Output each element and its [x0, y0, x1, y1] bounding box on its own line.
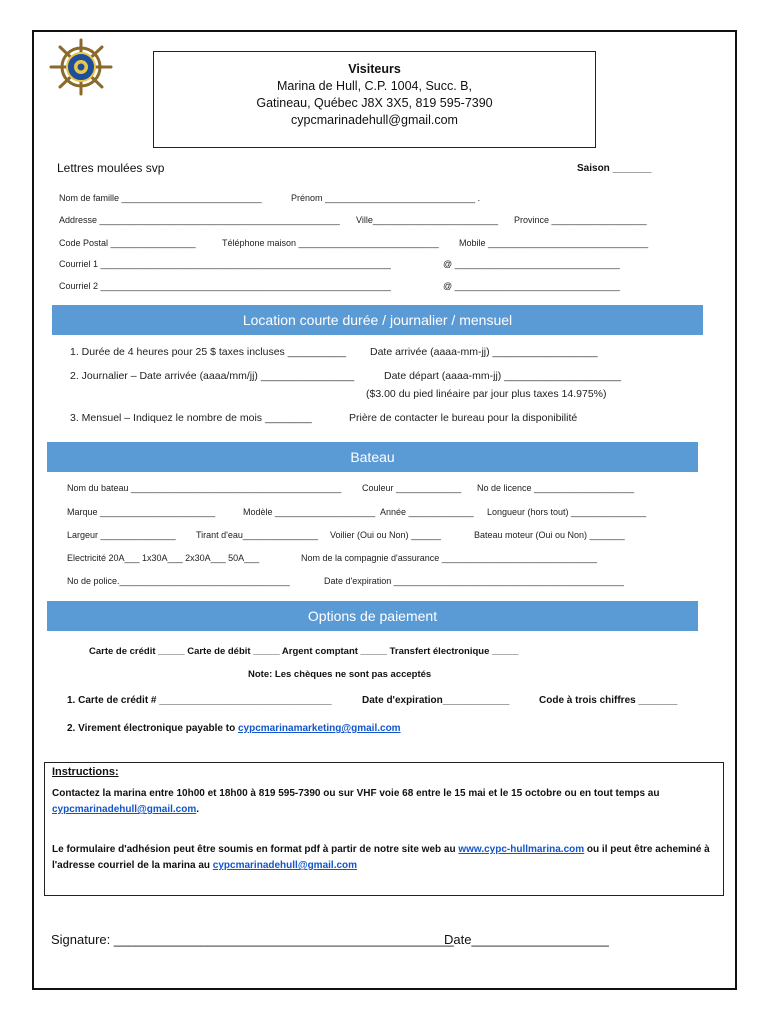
city-field[interactable]: Ville_________________________: [356, 215, 498, 225]
email1-domain-field[interactable]: @ _________________________________: [443, 259, 620, 269]
monthly-option[interactable]: 3. Mensuel – Indiquez le nombre de mois ________: [70, 412, 312, 424]
signature-date-field[interactable]: Date___________________: [444, 932, 609, 947]
expiration-date-field[interactable]: Date d'expiration ______________________________________________: [324, 576, 625, 586]
header-address-line1: Marina de Hull, C.P. 1004, Succ. B,: [276, 79, 472, 93]
credit-card-number-field[interactable]: 1. Carte de crédit # _______________________________: [67, 695, 332, 706]
arrival-date-field-1[interactable]: Date arrivée (aaaa-mm-jj) __________________: [370, 346, 598, 358]
card-expiration-field[interactable]: Date d'expiration____________: [362, 695, 510, 706]
block-letters-note: Lettres moulées svp: [57, 161, 165, 175]
season-field[interactable]: Saison _______: [577, 163, 652, 174]
website-link[interactable]: www.cypc-hullmarina.com: [458, 844, 585, 855]
insurance-company-field[interactable]: Nom de la compagnie d'assurance _______________________________: [301, 553, 597, 563]
instructions-form-text-2: ou il peut être acheminé à l'adresse courriel de la marina au: [52, 844, 710, 871]
postal-code-field[interactable]: Code Postal _________________: [59, 238, 196, 248]
cvv-field[interactable]: Code à trois chiffres _______: [539, 695, 678, 706]
electricity-field[interactable]: Electricité 20A___ 1x30A___ 2x30A___ 50A___: [67, 553, 260, 563]
home-phone-field[interactable]: Téléphone maison ____________________________: [222, 238, 439, 248]
daily-option[interactable]: 2. Journalier – Date arrivée (aaaa/mm/jj) ________________: [70, 370, 355, 382]
e-transfer-label: 2. Virement électronique payable to: [67, 723, 236, 734]
sailboat-field[interactable]: Voilier (Oui ou Non) ______: [330, 530, 442, 540]
header-email: cypcmarinadehull@gmail.com: [291, 113, 458, 127]
first-name-field[interactable]: Prénom ______________________________ .: [291, 193, 481, 203]
email1-field[interactable]: Courriel 1 __________________________________________________________: [59, 259, 391, 269]
model-field[interactable]: Modèle ____________________: [243, 507, 376, 517]
draft-field[interactable]: Tirant d'eau_______________: [196, 530, 318, 540]
cheques-note: Note: Les chèques ne sont pas acceptés: [248, 669, 432, 680]
instructions-form: [52, 842, 720, 874]
payment-methods[interactable]: Carte de crédit _____ Carte de débit _____ Argent comptant _____ Transfert électronique _____: [89, 646, 519, 657]
year-field[interactable]: Année _____________: [380, 507, 474, 517]
header-address-line2: Gatineau, Québec J8X 3X5, 819 595-7390: [256, 96, 493, 110]
instructions-contact: Contactez la marina entre 10h00 et 18h00 à 819 595-7390 ou sur VHF voie 68 entre le 15 mai et le 15 octobre ou en tout temps au cypcmarinadehull@gmail.com.: [52, 788, 660, 815]
daily-rate-note: ($3.00 du pied linéaire par jour plus taxes 14.975%): [366, 388, 607, 400]
email2-field[interactable]: Courriel 2 __________________________________________________________: [59, 281, 391, 291]
motorboat-field[interactable]: Bateau moteur (Oui ou Non) _______: [474, 530, 625, 540]
instructions-box: [44, 762, 724, 896]
mobile-field[interactable]: Mobile ________________________________: [459, 238, 649, 248]
length-field[interactable]: Longueur (hors tout) _______________: [487, 507, 647, 517]
province-field[interactable]: Province ___________________: [514, 215, 647, 225]
header-box: [153, 51, 596, 148]
departure-date-field[interactable]: Date départ (aaaa-mm-jj) ____________________: [384, 370, 621, 382]
e-transfer-email-link[interactable]: cypcmarinamarketing@gmail.com: [237, 723, 401, 734]
instructions-form-text: Le formulaire d'adhésion peut être soumis en format pdf à partir de notre site web au: [52, 844, 456, 855]
location-section-header: Location courte durée / journalier / mensuel: [52, 305, 703, 335]
policy-number-field[interactable]: No de police.__________________________________: [67, 576, 290, 586]
signature-field[interactable]: Signature: _______________________________________________: [51, 932, 454, 947]
boat-section-header: Bateau: [47, 442, 698, 472]
e-transfer-line: [67, 723, 401, 734]
availability-note: Prière de contacter le bureau pour la disponibilité: [349, 412, 578, 424]
marina-email-link-2[interactable]: cypcmarinadehull@gmail.com: [212, 860, 358, 871]
address-field[interactable]: Addresse ________________________________________________: [59, 215, 340, 225]
email2-domain-field[interactable]: @ _________________________________: [443, 281, 620, 291]
header-title: Visiteurs: [348, 62, 401, 76]
instructions-heading: Instructions:: [52, 766, 119, 778]
marina-email-link[interactable]: cypcmarinadehull@gmail.com: [52, 804, 197, 815]
instructions-contact-text: Contactez la marina entre 10h00 et 18h00 à 819 595-7390 ou sur VHF voie 68 entre le 15 mai et le 15 octobre ou en tout temps au: [52, 788, 660, 799]
last-name-field[interactable]: Nom de famille ____________________________: [59, 193, 262, 203]
color-field[interactable]: Couleur _____________: [362, 483, 462, 493]
payment-section-header: Options de paiement: [47, 601, 698, 631]
width-field[interactable]: Largeur _______________: [67, 530, 176, 540]
ship-wheel-logo: [45, 38, 117, 96]
licence-number-field[interactable]: No de licence ____________________: [477, 483, 635, 493]
boat-name-field[interactable]: Nom du bateau __________________________________________: [67, 483, 342, 493]
four-hour-option[interactable]: 1. Durée de 4 heures pour 25 $ taxes incluses __________: [70, 346, 347, 358]
make-field[interactable]: Marque _______________________: [67, 507, 216, 517]
